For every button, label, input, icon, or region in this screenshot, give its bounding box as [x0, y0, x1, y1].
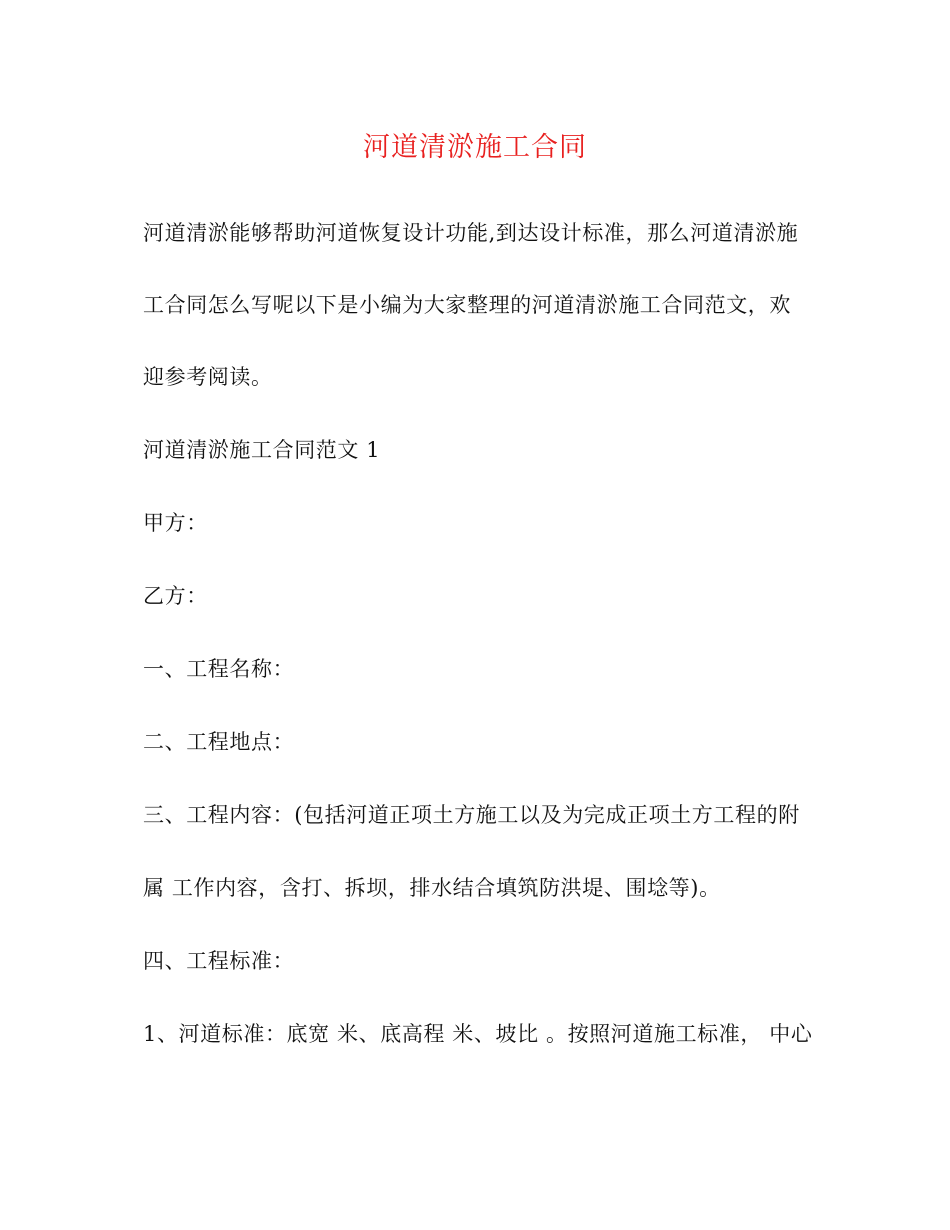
intro-line-1: 河道清淤能够帮助河道恢复设计功能,到达设计标准，那么河道清淤施	[143, 221, 799, 245]
clause-project-content-line-2: 属 工作内容，含打、拆坝，排水结合填筑防洪堤、围埝等)。	[143, 876, 721, 900]
party-b-line: 乙方：	[143, 584, 208, 608]
clause-project-location: 二、工程地点：	[143, 730, 295, 754]
intro-line-3: 迎参考阅读。	[143, 365, 273, 389]
clause-project-standard: 四、工程标准：	[143, 949, 295, 973]
section-heading: 河道清淤施工合同范文 1	[143, 438, 381, 462]
intro-line-2: 工合同怎么写呢以下是小编为大家整理的河道清淤施工合同范文，欢	[143, 293, 791, 317]
clause-project-content-line-1: 三、工程内容：(包括河道正项土方施工以及为完成正项土方工程的附	[143, 803, 800, 827]
party-a-line: 甲方：	[143, 511, 208, 535]
clause-project-name: 一、工程名称：	[143, 657, 295, 681]
clause-river-standard: 1、河道标准：底宽 米、底高程 米、坡比 。按照河道施工标准， 中心	[143, 1022, 813, 1046]
document-title: 河道清淤施工合同	[363, 132, 587, 163]
